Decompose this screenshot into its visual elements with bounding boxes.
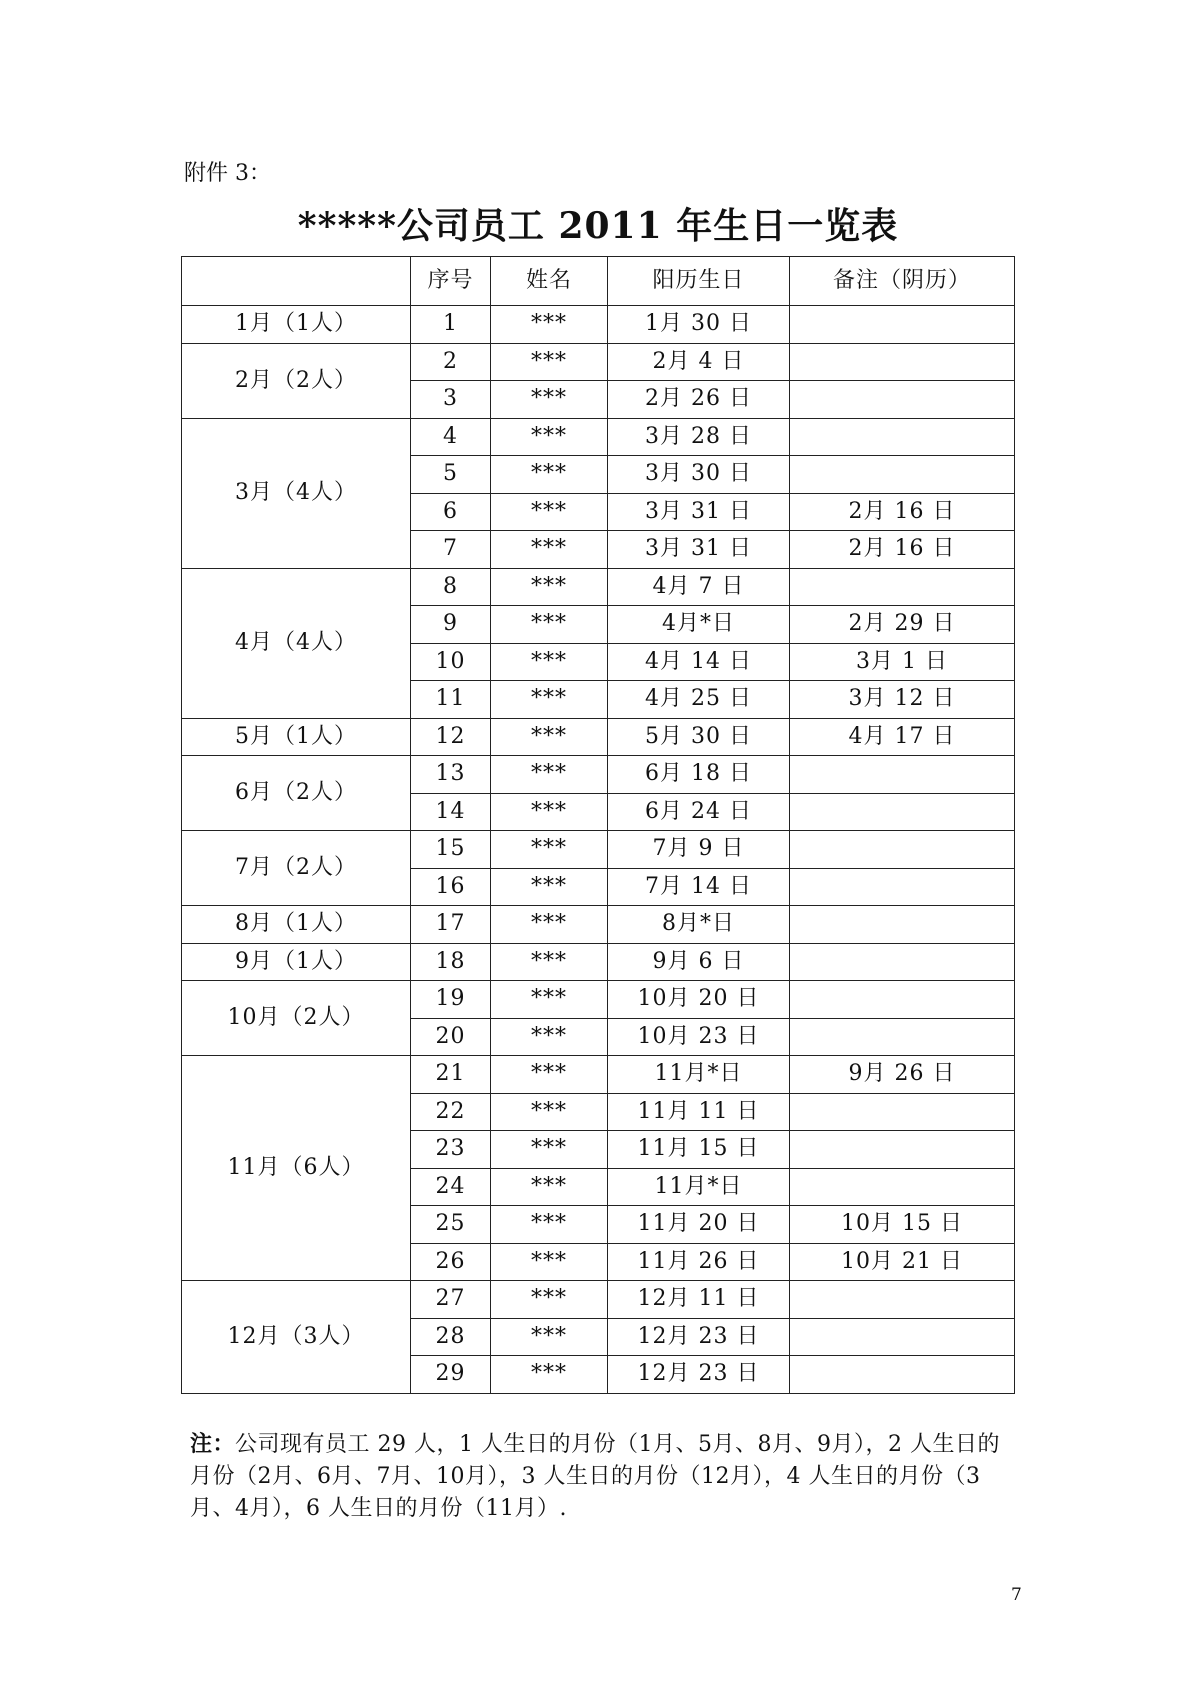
table-row	[182, 756, 1015, 794]
month-group-cell: 2月（2人）	[182, 343, 411, 418]
table-row	[182, 1281, 1015, 1319]
number-cell: 26	[411, 1243, 491, 1281]
lunar-remark-cell: 10月 21 日	[790, 1243, 1015, 1281]
number-cell: 29	[411, 1356, 491, 1394]
number-cell: 20	[411, 1018, 491, 1056]
lunar-remark-cell	[790, 943, 1015, 981]
month-group-cell: 10月（2人）	[182, 981, 411, 1056]
name-cell: ***	[491, 868, 608, 906]
solar-birthday-cell: 1月 30 日	[608, 306, 790, 344]
lunar-remark-cell	[790, 793, 1015, 831]
name-cell: ***	[491, 1243, 608, 1281]
table-row	[182, 418, 1015, 456]
name-cell: ***	[491, 756, 608, 794]
number-cell: 4	[411, 418, 491, 456]
solar-birthday-cell: 6月 18 日	[608, 756, 790, 794]
name-cell: ***	[491, 456, 608, 494]
footnote-label: 注：	[190, 1431, 236, 1457]
solar-birthday-cell: 11月*日	[608, 1168, 790, 1206]
name-cell: ***	[491, 681, 608, 719]
table-row	[182, 981, 1015, 1019]
lunar-remark-cell	[790, 568, 1015, 606]
solar-birthday-cell: 7月 9 日	[608, 831, 790, 869]
lunar-remark-cell	[790, 456, 1015, 494]
lunar-remark-cell: 3月 12 日	[790, 681, 1015, 719]
lunar-remark-cell	[790, 906, 1015, 944]
table-row	[182, 906, 1015, 944]
name-cell: ***	[491, 1093, 608, 1131]
number-cell: 3	[411, 381, 491, 419]
solar-birthday-cell: 11月 15 日	[608, 1131, 790, 1169]
table-row	[182, 718, 1015, 756]
solar-birthday-cell: 4月 25 日	[608, 681, 790, 719]
lunar-remark-cell	[790, 1018, 1015, 1056]
number-cell: 7	[411, 531, 491, 569]
header-name: 姓名	[491, 257, 608, 306]
name-cell: ***	[491, 831, 608, 869]
number-cell: 10	[411, 643, 491, 681]
number-cell: 2	[411, 343, 491, 381]
month-group-cell: 7月（2人）	[182, 831, 411, 906]
month-group-cell: 1月（1人）	[182, 306, 411, 344]
name-cell: ***	[491, 343, 608, 381]
lunar-remark-cell	[790, 1093, 1015, 1131]
name-cell: ***	[491, 1318, 608, 1356]
page-number: 7	[1011, 1585, 1022, 1605]
month-group-cell: 11月（6人）	[182, 1056, 411, 1281]
name-cell: ***	[491, 1168, 608, 1206]
number-cell: 14	[411, 793, 491, 831]
attachment-label: 附件 3：	[184, 161, 271, 186]
number-cell: 15	[411, 831, 491, 869]
lunar-remark-cell: 2月 29 日	[790, 606, 1015, 644]
month-group-cell: 8月（1人）	[182, 906, 411, 944]
solar-birthday-cell: 5月 30 日	[608, 718, 790, 756]
number-cell: 6	[411, 493, 491, 531]
table-row	[182, 343, 1015, 381]
name-cell: ***	[491, 568, 608, 606]
header-lunar-remark: 备注（阴历）	[790, 257, 1015, 306]
table-row	[182, 306, 1015, 344]
solar-birthday-cell: 11月*日	[608, 1056, 790, 1094]
table-row	[182, 831, 1015, 869]
lunar-remark-cell: 2月 16 日	[790, 531, 1015, 569]
number-cell: 12	[411, 718, 491, 756]
lunar-remark-cell	[790, 418, 1015, 456]
name-cell: ***	[491, 906, 608, 944]
lunar-remark-cell: 3月 1 日	[790, 643, 1015, 681]
name-cell: ***	[491, 493, 608, 531]
number-cell: 16	[411, 868, 491, 906]
solar-birthday-cell: 7月 14 日	[608, 868, 790, 906]
month-group-cell: 12月（3人）	[182, 1281, 411, 1394]
birthday-table	[181, 256, 1015, 1394]
number-cell: 8	[411, 568, 491, 606]
name-cell: ***	[491, 643, 608, 681]
lunar-remark-cell	[790, 306, 1015, 344]
solar-birthday-cell: 11月 11 日	[608, 1093, 790, 1131]
number-cell: 5	[411, 456, 491, 494]
solar-birthday-cell: 12月 23 日	[608, 1318, 790, 1356]
number-cell: 25	[411, 1206, 491, 1244]
month-group-cell: 5月（1人）	[182, 718, 411, 756]
name-cell: ***	[491, 418, 608, 456]
number-cell: 23	[411, 1131, 491, 1169]
solar-birthday-cell: 3月 30 日	[608, 456, 790, 494]
footnote	[190, 1428, 1010, 1525]
solar-birthday-cell: 10月 23 日	[608, 1018, 790, 1056]
month-group-cell: 4月（4人）	[182, 568, 411, 718]
lunar-remark-cell	[790, 1131, 1015, 1169]
page-title: *****公司员工 2011 年生日一览表	[297, 205, 899, 247]
lunar-remark-cell	[790, 343, 1015, 381]
month-group-cell: 6月（2人）	[182, 756, 411, 831]
name-cell: ***	[491, 1131, 608, 1169]
name-cell: ***	[491, 793, 608, 831]
solar-birthday-cell: 6月 24 日	[608, 793, 790, 831]
solar-birthday-cell: 4月 14 日	[608, 643, 790, 681]
footnote-text: 公司现有员工 29 人，1 人生日的月份（1月、5月、8月、9月），2 人生日的月份（2月、6月、7月、10月），3 人生日的月份（12月），4 人生日的月份（3月、4月），6 人生日的月份（11月）.	[190, 1432, 1000, 1521]
number-cell: 18	[411, 943, 491, 981]
table-header-row	[182, 257, 1015, 306]
solar-birthday-cell: 9月 6 日	[608, 943, 790, 981]
table-row	[182, 1056, 1015, 1094]
solar-birthday-cell: 11月 26 日	[608, 1243, 790, 1281]
number-cell: 21	[411, 1056, 491, 1094]
lunar-remark-cell	[790, 981, 1015, 1019]
name-cell: ***	[491, 1356, 608, 1394]
number-cell: 9	[411, 606, 491, 644]
name-cell: ***	[491, 981, 608, 1019]
table-row	[182, 943, 1015, 981]
solar-birthday-cell: 3月 28 日	[608, 418, 790, 456]
solar-birthday-cell: 4月*日	[608, 606, 790, 644]
month-group-cell: 9月（1人）	[182, 943, 411, 981]
name-cell: ***	[491, 943, 608, 981]
solar-birthday-cell: 3月 31 日	[608, 493, 790, 531]
number-cell: 17	[411, 906, 491, 944]
solar-birthday-cell: 10月 20 日	[608, 981, 790, 1019]
lunar-remark-cell: 10月 15 日	[790, 1206, 1015, 1244]
header-solar-birthday: 阳历生日	[608, 257, 790, 306]
solar-birthday-cell: 3月 31 日	[608, 531, 790, 569]
lunar-remark-cell: 4月 17 日	[790, 718, 1015, 756]
lunar-remark-cell	[790, 1281, 1015, 1319]
solar-birthday-cell: 12月 11 日	[608, 1281, 790, 1319]
solar-birthday-cell: 2月 26 日	[608, 381, 790, 419]
solar-birthday-cell: 2月 4 日	[608, 343, 790, 381]
name-cell: ***	[491, 531, 608, 569]
lunar-remark-cell	[790, 868, 1015, 906]
name-cell: ***	[491, 1281, 608, 1319]
number-cell: 19	[411, 981, 491, 1019]
solar-birthday-cell: 4月 7 日	[608, 568, 790, 606]
name-cell: ***	[491, 718, 608, 756]
number-cell: 28	[411, 1318, 491, 1356]
lunar-remark-cell	[790, 1356, 1015, 1394]
table-row	[182, 568, 1015, 606]
header-number: 序号	[411, 257, 491, 306]
lunar-remark-cell	[790, 831, 1015, 869]
lunar-remark-cell: 9月 26 日	[790, 1056, 1015, 1094]
number-cell: 11	[411, 681, 491, 719]
lunar-remark-cell	[790, 756, 1015, 794]
name-cell: ***	[491, 606, 608, 644]
number-cell: 13	[411, 756, 491, 794]
lunar-remark-cell: 2月 16 日	[790, 493, 1015, 531]
lunar-remark-cell	[790, 1318, 1015, 1356]
solar-birthday-cell: 12月 23 日	[608, 1356, 790, 1394]
name-cell: ***	[491, 1206, 608, 1244]
header-month-cell	[182, 257, 411, 306]
lunar-remark-cell	[790, 381, 1015, 419]
name-cell: ***	[491, 381, 608, 419]
number-cell: 27	[411, 1281, 491, 1319]
lunar-remark-cell	[790, 1168, 1015, 1206]
solar-birthday-cell: 11月 20 日	[608, 1206, 790, 1244]
number-cell: 1	[411, 306, 491, 344]
solar-birthday-cell: 8月*日	[608, 906, 790, 944]
name-cell: ***	[491, 1018, 608, 1056]
number-cell: 22	[411, 1093, 491, 1131]
name-cell: ***	[491, 306, 608, 344]
name-cell: ***	[491, 1056, 608, 1094]
number-cell: 24	[411, 1168, 491, 1206]
month-group-cell: 3月（4人）	[182, 418, 411, 568]
